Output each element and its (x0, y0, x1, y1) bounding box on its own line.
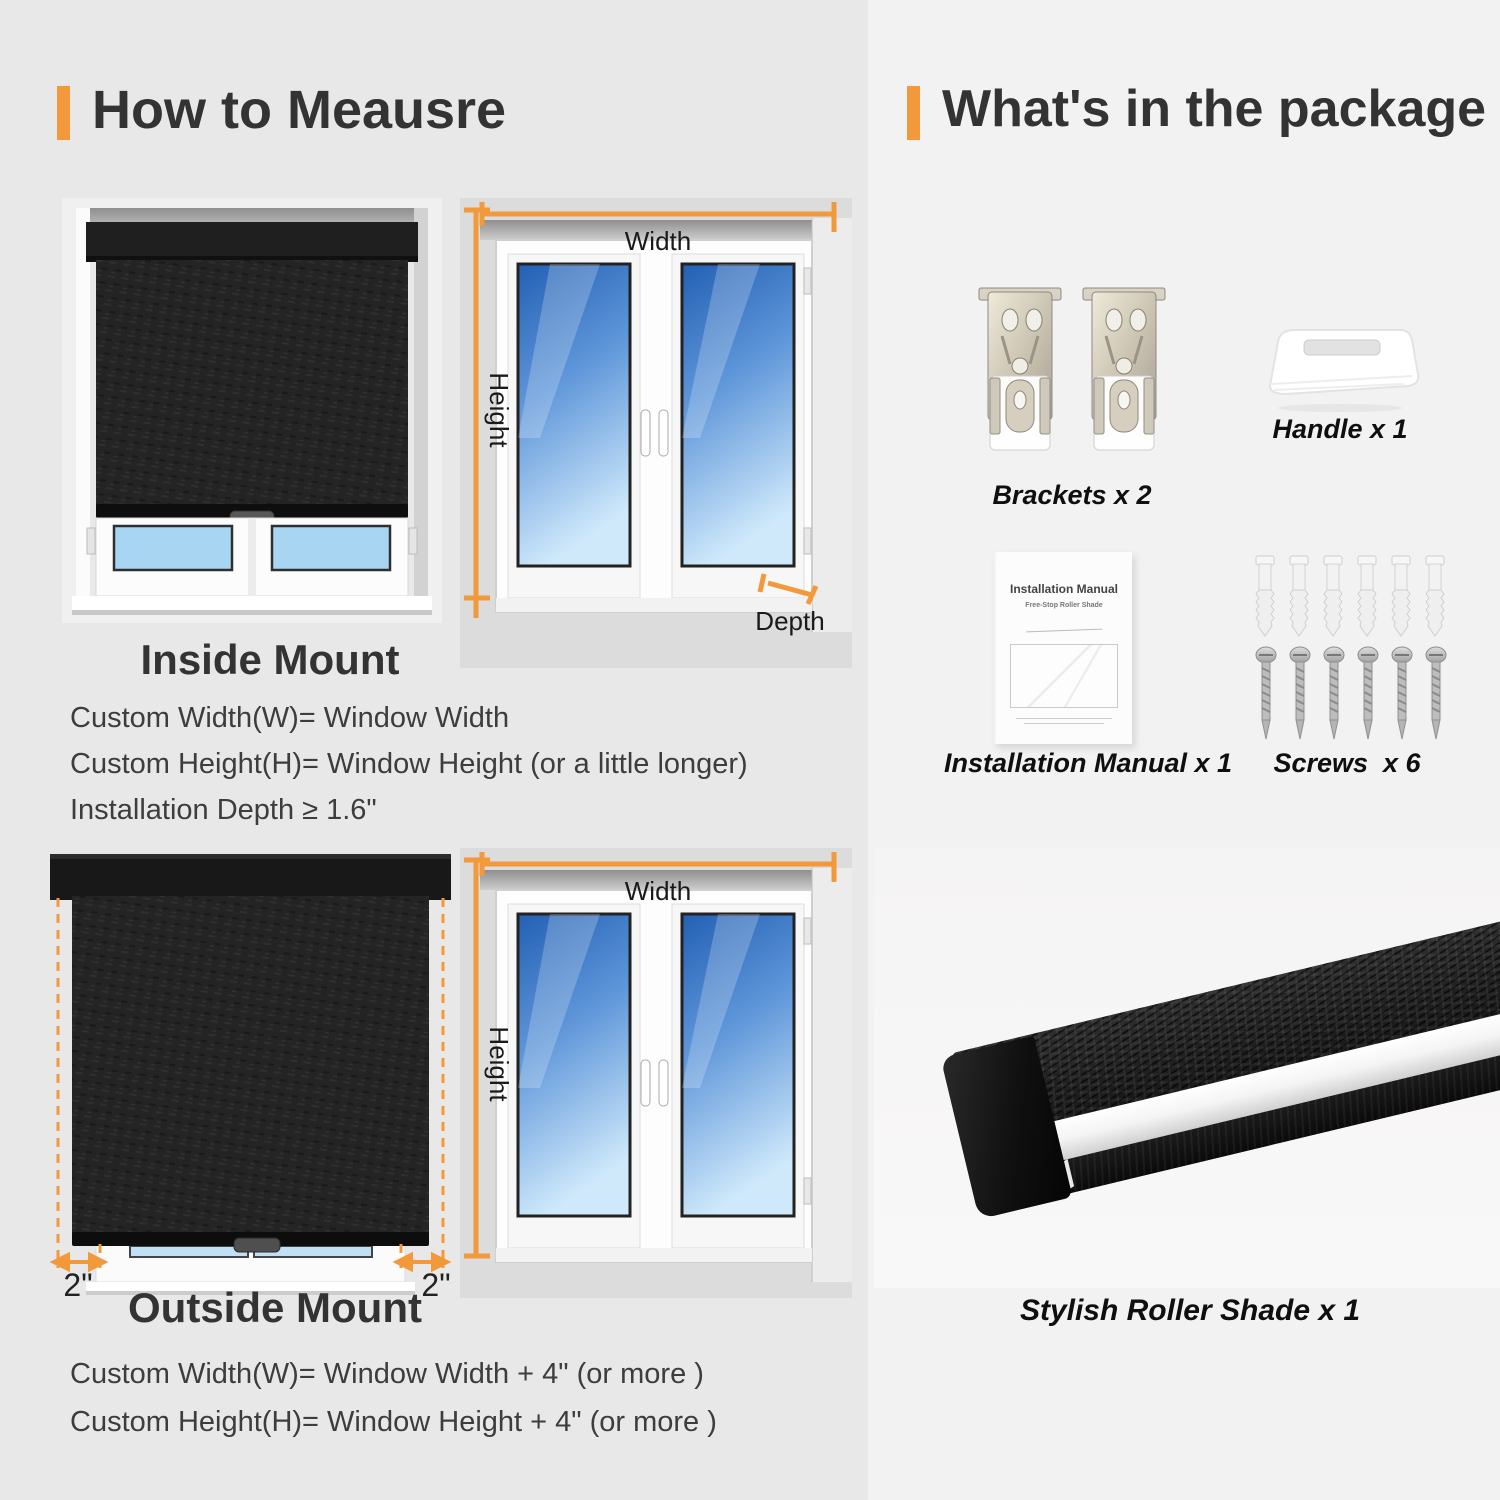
accent-bar-icon (57, 86, 70, 140)
window-handle (641, 1060, 650, 1106)
brackets-group (976, 284, 1168, 459)
manual-scribble (1026, 621, 1102, 633)
window-hinge (87, 528, 95, 554)
installation-manual (994, 552, 1132, 744)
wall-anchor-icon (1320, 554, 1346, 640)
manual-cover-subtitle: Free-Stop Roller Shade (1025, 602, 1103, 609)
window-handle (659, 1060, 668, 1106)
wall-anchor-icon (1422, 554, 1448, 640)
height-label: Height (484, 1026, 514, 1102)
screw-icon (1424, 646, 1448, 742)
right-panel-title: What's in the package (942, 80, 1487, 138)
wall-anchor-icon (1388, 554, 1414, 640)
shade-label: Stylish Roller Shade x 1 (1019, 1294, 1361, 1327)
handle-icon (1252, 322, 1422, 414)
outside-mount-line1: Custom Width(W)= Window Width + 4" (or more ) (70, 1358, 704, 1390)
window-glass (272, 526, 390, 570)
roller-shade-photo (874, 848, 1500, 1288)
manual-cover-title: Installation Manual (1009, 582, 1118, 596)
outside-mount-shade-figure (38, 840, 463, 1300)
screw-icon (1254, 646, 1278, 742)
screws-label: Screws x 6 (1273, 748, 1421, 778)
width-label: Width (624, 226, 692, 256)
window-glass (114, 526, 232, 570)
window-hinge (804, 268, 811, 294)
anchors-group (1252, 554, 1448, 640)
left-title-row (57, 82, 506, 140)
screw-icon (1322, 646, 1346, 742)
handle-label: Handle x 1 (1272, 414, 1408, 444)
left-panel-title: How to Meausre (92, 80, 507, 140)
manual-footnote-line (1016, 718, 1112, 719)
wall-anchor-icon (1252, 554, 1278, 640)
screws-group (1254, 646, 1448, 742)
manual-footnote-line (1024, 723, 1104, 724)
inside-mount-shade-figure (62, 198, 442, 623)
package-contents-panel (868, 0, 1500, 1500)
accent-bar-icon (907, 86, 920, 140)
manual-label: Installation Manual x 1 (943, 748, 1233, 778)
inside-mount-line2: Custom Height(H)= Window Height (or a little longer) (70, 748, 748, 780)
shade-fabric (96, 260, 408, 508)
brackets-label: Brackets x 2 (992, 480, 1152, 510)
roller-shade-bar (940, 865, 1500, 1224)
gap-right-label: 2" (421, 1267, 451, 1300)
window-hinge (804, 918, 811, 944)
shade-cassette (50, 854, 451, 900)
screw-icon (1390, 646, 1414, 742)
width-label: Width (624, 876, 692, 906)
inside-mount-line1: Custom Width(W)= Window Width (70, 702, 510, 734)
window-hinge (804, 528, 811, 554)
depth-label: Depth (755, 606, 825, 636)
shade-handle-tab (234, 1238, 280, 1252)
height-label: Height (484, 372, 514, 448)
window-handle (659, 410, 668, 456)
inside-mount-heading: Inside Mount (140, 636, 400, 683)
window-handle (641, 410, 650, 456)
manual-sketch-box (1010, 644, 1118, 708)
window-hinge (409, 528, 417, 554)
bracket-icon (976, 284, 1064, 459)
gap-left-label: 2" (63, 1267, 93, 1300)
shade-fabric (72, 896, 429, 1240)
wall-anchor-icon (1286, 554, 1312, 640)
right-title-row (907, 82, 1486, 140)
bracket-icon (1080, 284, 1168, 459)
shade-cassette (86, 222, 418, 260)
measure-diagram-inside (460, 198, 852, 668)
screw-icon (1356, 646, 1380, 742)
window-hinge (804, 1178, 811, 1204)
screw-icon (1288, 646, 1312, 742)
wall-anchor-icon (1354, 554, 1380, 640)
measure-diagram-outside (460, 848, 852, 1298)
outside-mount-line2: Custom Height(H)= Window Height + 4" (or more ) (70, 1406, 717, 1438)
inside-mount-line3: Installation Depth ≥ 1.6" (70, 794, 377, 826)
outside-mount-heading: Outside Mount (128, 1284, 422, 1331)
window-glass (130, 1246, 248, 1257)
